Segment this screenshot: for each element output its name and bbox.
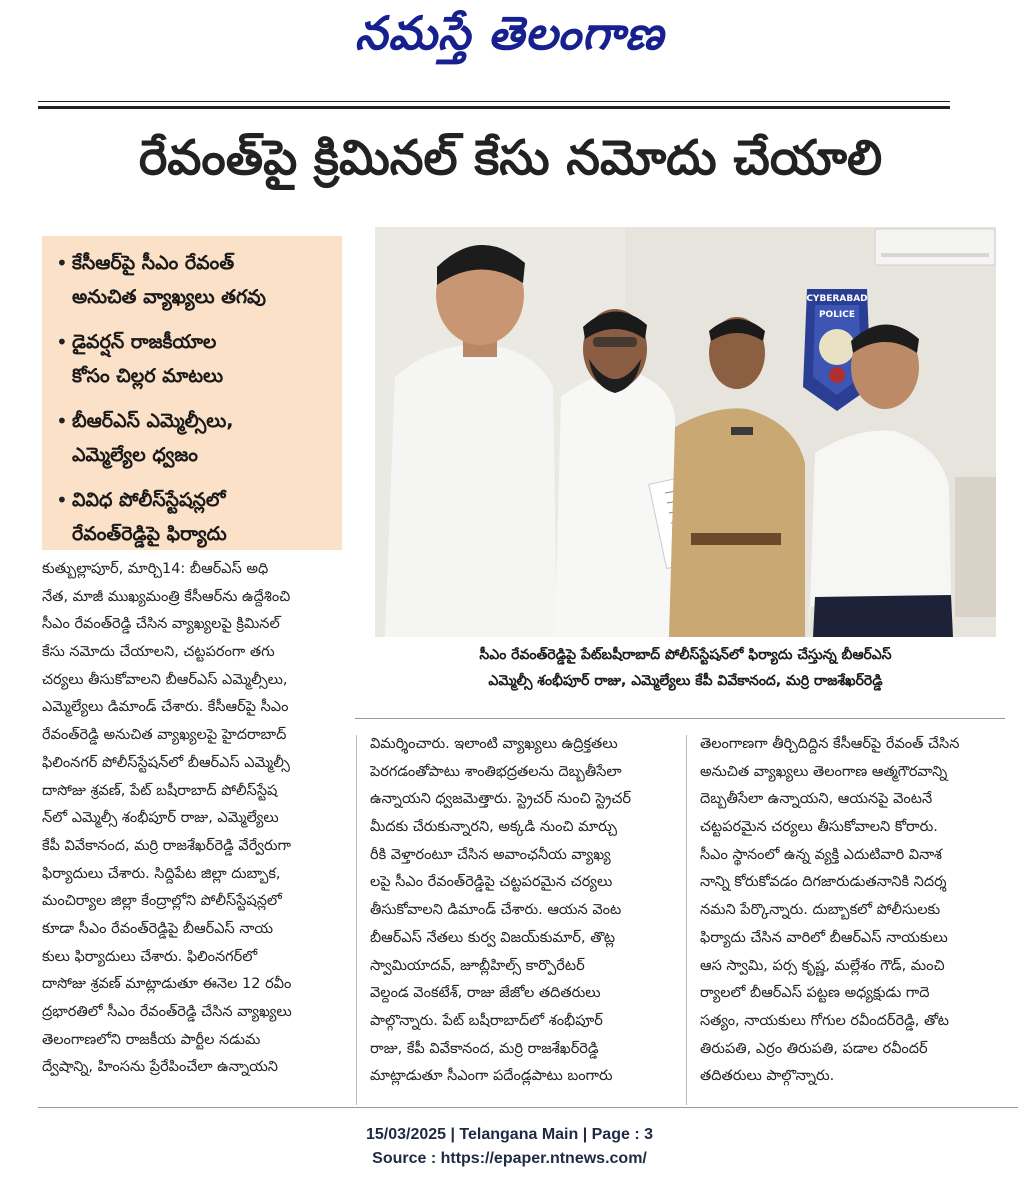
article-line: నేత, మాజీ ముఖ్యమంత్రి కేసీఆర్‌ను ఉద్దేశించి (42, 588, 291, 605)
article-column-1 (42, 556, 344, 1082)
masthead (0, 6, 1019, 72)
masthead-logo: నమస్తే తెలంగాణ (354, 6, 665, 60)
footer-divider (38, 1107, 1018, 1108)
article-line: నాన్ని కోరుకోవడం దిగజారుడుతనానికి నిదర్శ (700, 874, 947, 891)
article-line: అనుచిత వ్యాఖ్యలు తెలంగాణ ఆత్మగౌరవాన్ని (700, 763, 948, 780)
article-column-2 (370, 731, 670, 1091)
bullet-icon: • (56, 488, 68, 512)
bullet-icon: • (56, 251, 68, 275)
highlight-line: కోసం చిల్లర మాటలు (72, 365, 224, 387)
article-line: ఫిలింనగర్ పోలీస్‌స్టేషన్‌లో బీఆర్‌ఎస్ ఎమ్మెల్సీ (42, 754, 290, 771)
article-line: విమర్శించారు. ఇలాంటి వ్యాఖ్యలు ఉద్రిక్తతలు (370, 736, 618, 752)
article-line: ర్యాలలో బీఆర్‌ఎస్ పట్టణ అధ్యక్షుడు గాదె (700, 985, 930, 1002)
article-line: చట్టపరమైన చర్యలు తీసుకోవాలని కోరారు. (700, 819, 938, 836)
footer-edition-info: 15/03/2025 | Telangana Main | Page : 3 (365, 1126, 653, 1143)
article-line: పాల్గొన్నారు. పేట్ బషీరాబాద్‌లో శంభీపూర్ (370, 1012, 603, 1029)
caption-line: సీఎం రేవంత్‌రెడ్డిపై పేట్‌బషీరాబాద్ పోలీస్‌స్టేషన్‌లో ఫిర్యాదు చేస్తున్న బీఆర్‌ఎస్ (479, 647, 892, 663)
article-line: కూడా సీఎం రేవంత్‌రెడ్డిపై బీఆర్‌ఎస్ నాయ (42, 920, 274, 937)
news-photo (375, 227, 996, 637)
highlight-item (56, 246, 332, 314)
highlight-line: వివిధ పోలీస్‌స్టేషన్లలో (72, 489, 226, 511)
article-line: ద్వేషాన్ని, హింసను ప్రేరేపించేలా ఉన్నాయని (42, 1059, 278, 1076)
highlight-item (56, 483, 332, 551)
article-line: సీఎం స్థానంలో ఉన్న వ్యక్తి ఎదుటివారి వినాశ (700, 846, 943, 863)
caption-divider (355, 718, 1005, 719)
article-line: ఫిర్యాదులు చేశారు. సిద్దిపేట జిల్లా దుబ్బాక, (42, 865, 281, 882)
article-line: తీసుకోవాలని డిమాండ్ చేశారు. ఆయన వెంట (370, 902, 622, 919)
highlight-line: కేసీఆర్‌పై సీఎం రేవంత్ (72, 252, 235, 274)
article-line: ద్రభారతిలో సీఎం రేవంత్‌రెడ్డి చేసిన వ్యాఖ్యలు (42, 1004, 292, 1020)
photo-caption (375, 642, 996, 706)
article-line: దాసోజు శ్రవణ్ మాట్లాడుతూ ఈనెల 12 రవీం (42, 976, 292, 993)
article-column-3 (700, 731, 1000, 1091)
article-line: నమని పేర్కొన్నారు. దుబ్బాకలో పోలీసులకు (700, 902, 941, 919)
article-line: చర్యలు తీసుకోవాలని బీఆర్‌ఎస్ ఎమ్మెల్సీలు, (42, 671, 288, 688)
highlight-line: డైవర్షన్ రాజకీయాల (72, 331, 217, 353)
air-conditioner (875, 229, 995, 265)
article-line: మాట్లాడుతూ సీఎంగా పదేండ్లపాటు బంగారు (370, 1068, 613, 1085)
masthead-rule-thin (38, 101, 950, 102)
article-line: రేవంత్‌రెడ్డి అనుచిత వ్యాఖ్యలపై హైదరాబాద్ (42, 727, 287, 744)
article-line: ఫిర్యాదు చేసిన వారిలో బీఆర్‌ఎస్ నాయకులు (700, 929, 948, 946)
article-line: తిరుపతి, ఎర్రం తిరుపతి, పడాల రవీందర్ (700, 1040, 928, 1057)
column-divider (686, 735, 687, 1105)
highlight-line: రేవంత్‌రెడ్డిపై ఫిర్యాదు (72, 523, 227, 545)
article-line: దెబ్బతీసేలా ఉన్నాయని, ఆయనపై వెంటనే (700, 791, 933, 808)
article-line: కులు ఫిర్యాదులు చేశారు. ఫిలింనగర్‌లో (42, 948, 258, 965)
highlight-item (56, 404, 332, 472)
bullet-icon: • (56, 409, 68, 433)
highlight-item (56, 325, 332, 393)
masthead-rule-thick (38, 106, 950, 109)
highlight-line: ఎమ్మెల్యేల ధ్వజం (72, 444, 198, 466)
highlight-line: అనుచిత వ్యాఖ్యలు తగవు (72, 286, 266, 308)
footer-source: Source : https://epaper.ntnews.com/ (372, 1150, 647, 1167)
article-line: మీదకు చేరుకున్నారని, అక్కడి నుంచి మార్చు (370, 819, 617, 836)
highlights-box (42, 236, 342, 550)
article-line: రాజు, కేపీ వివేకానంద, మర్రి రాజశేఖర్‌రెడ్డి (370, 1040, 599, 1057)
article-line: తెలంగాణగా తీర్చిదిద్దిన కేసీఆర్‌పై రేవంత్ చేసిన (700, 736, 960, 752)
highlight-line: బీఆర్‌ఎస్ ఎమ్మెల్సీలు, (72, 410, 234, 432)
article-line: రీకి వెళ్తారంటూ చేసిన అవాంఛనీయ వ్యాఖ్య (370, 846, 611, 863)
article-line: మంచిర్యాల జిల్లా కేంద్రాల్లోని పోలీస్‌స్టేషన్లలో (42, 893, 282, 910)
photo-illustration (375, 227, 996, 637)
article-line: కుత్బుల్లాపూర్, మార్చి14: బీఆర్‌ఎస్ అధి (42, 561, 269, 577)
article-line: దాసోజు శ్రవణ్, పేట్ బషీరాబాద్ పోలీస్‌స్టేష (42, 782, 278, 799)
bullet-icon: • (56, 330, 68, 354)
caption-line: ఎమ్మెల్సీ శంభీపూర్ రాజు, ఎమ్మెల్యేలు కేపీ వివేకానంద, మర్రి రాజశేఖర్‌రెడ్డి (488, 673, 883, 689)
column-divider (356, 735, 357, 1105)
article-line: తెలంగాణలోని రాజకీయ పార్టీల నడుమ (42, 1031, 261, 1048)
article-line: ఎమ్మెల్యేలు డిమాండ్ చేశారు. కేసీఆర్‌పై సీఎం (42, 699, 289, 716)
article-line: సత్యం, నాయకులు గోగుల రవీందర్‌రెడ్డి, తోట (700, 1012, 949, 1029)
article-line: న్‌లో ఎమ్మెల్సీ శంభీపూర్ రాజు, ఎమ్మెల్యేలు (42, 810, 279, 827)
article-line: కేసు నమోదు చేయాలని, చట్టపరంగా తగు (42, 644, 275, 661)
article-line: ఉన్నాయని ధ్వజమెత్తారు. స్ట్రెచర్ నుంచి స్ట్రెచర్ (370, 791, 631, 808)
article-line: పెరగడంతోపాటు శాంతిభద్రతలను దెబ్బతీసేలా (370, 763, 622, 780)
article-line: కేపీ వివేకానంద, మర్రి రాజశేఖర్‌రెడ్డి వేర్వేరుగా (42, 837, 291, 854)
headline: రేవంత్‌పై క్రిమినల్ కేసు నమోదు చేయాలి (138, 130, 883, 186)
article-line: సీఎం రేవంత్‌రెడ్డి చేసిన వ్యాఖ్యలపై క్రిమినల్ (42, 616, 280, 633)
badge-label-bottom: POLICE (818, 310, 856, 320)
article-line: స్వామియాదవ్, జూబ్లీహిల్స్ కార్పొరేటర్ (370, 957, 585, 974)
article-line: బీఆర్‌ఎస్ నేతలు కుర్వ విజయ్‌కుమార్, తొట్ల (370, 929, 616, 946)
article-line: ఆస స్వామి, పర్స కృష్ణ, మల్లేశం గౌడ్, మంచి (700, 957, 945, 974)
badge-label-top: CYBERABAD (806, 294, 868, 304)
article-line: తదితరులు పాల్గొన్నారు. (700, 1068, 835, 1085)
article-line: వెల్దండ వెంకటేశ్, రాజు జేజోల తదితరులు (370, 985, 601, 1002)
article-line: లపై సీఎం రేవంత్‌రెడ్డిపై చట్టపరమైన చర్యలు (370, 874, 613, 891)
